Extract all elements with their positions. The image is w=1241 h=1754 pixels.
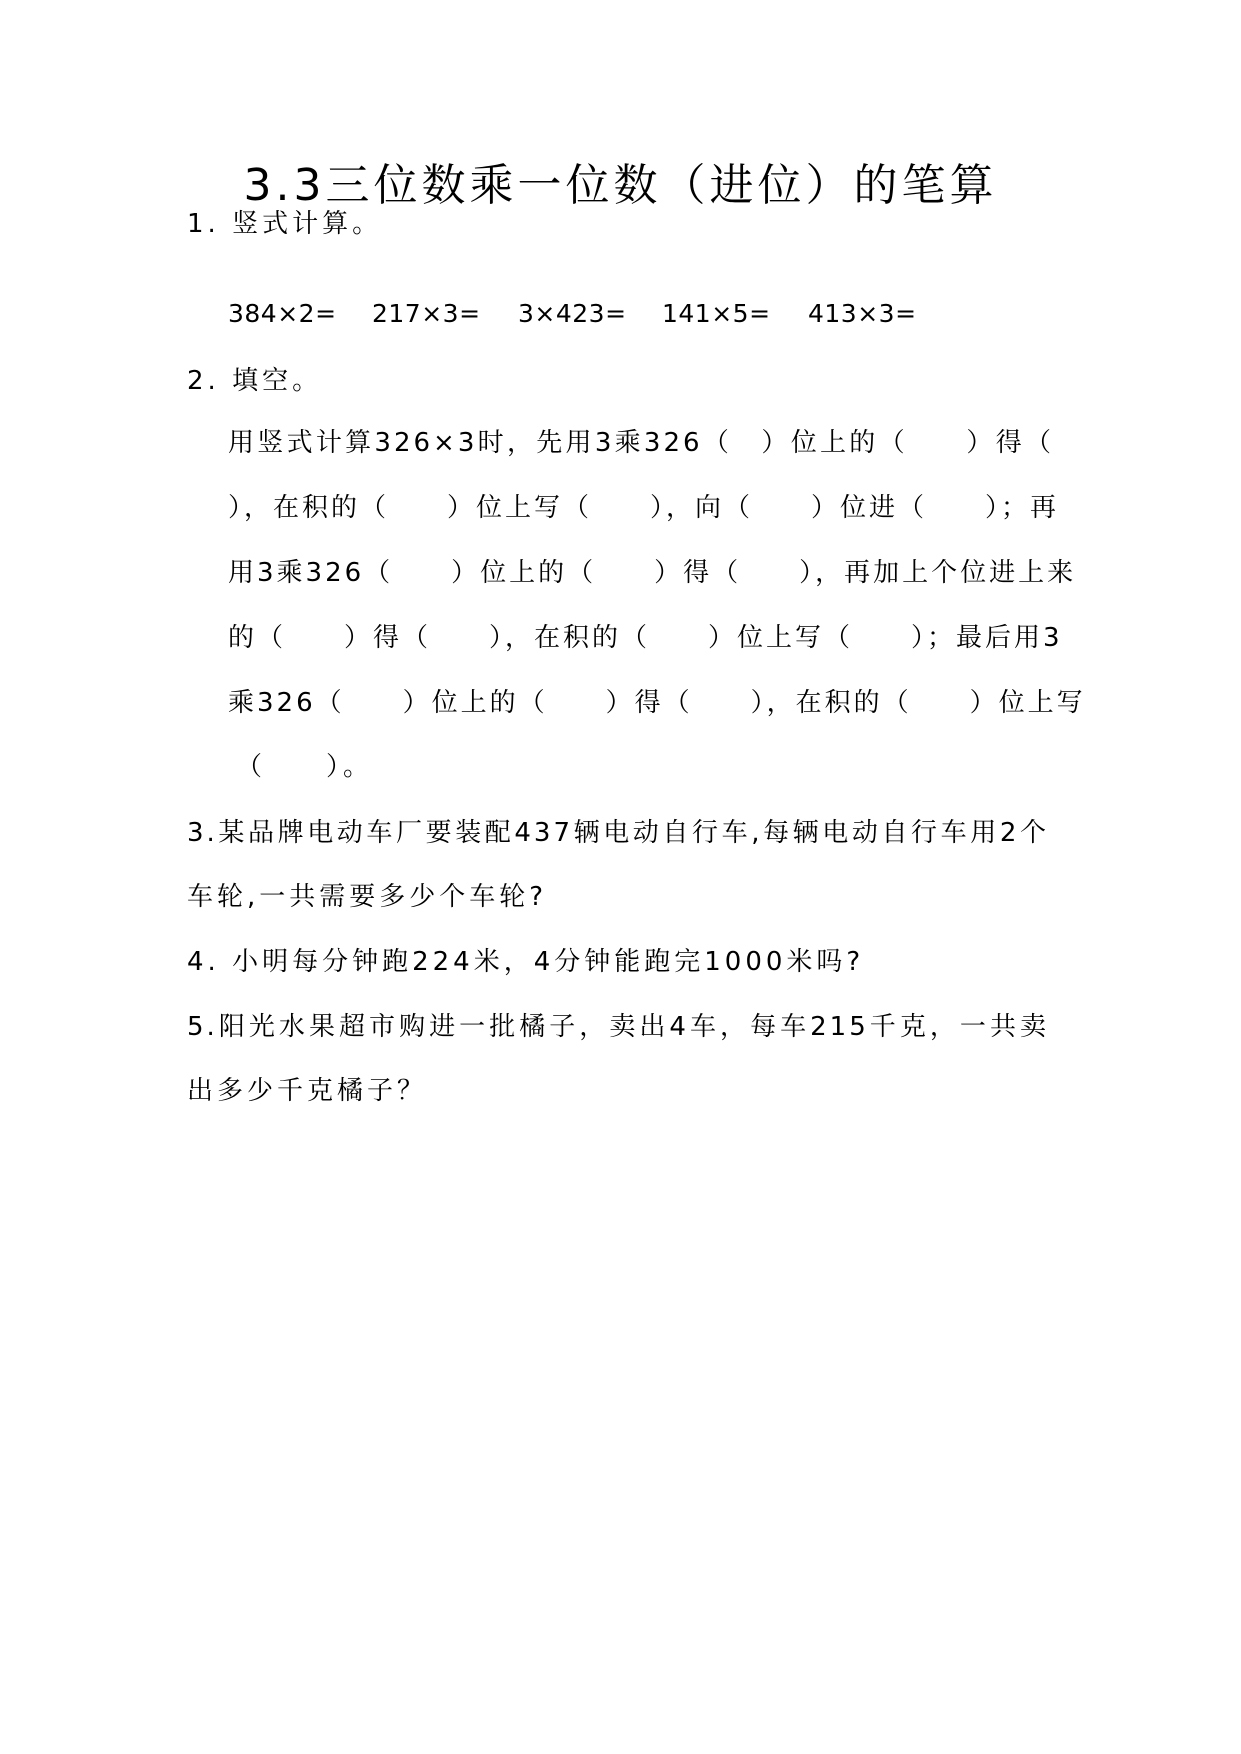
question-2-line: （ ）。 — [236, 752, 374, 782]
question-4-text: 4. 小明每分钟跑224米，4分钟能跑完1000米吗? — [187, 947, 865, 977]
question-2-line: 乘326（ ）位上的（ ）得（ ），在积的（ ）位上写 — [228, 688, 1086, 718]
question-2-heading: 2. 填空。 — [187, 366, 323, 396]
question-2-line: ），在积的（ ）位上写（ ），向（ ）位进（ ）；再 — [228, 493, 1060, 523]
expression-4: 141×5= — [662, 299, 771, 328]
question-2-line: 用竖式计算326×3时，先用3乘326（ ）位上的（ ）得（ — [228, 428, 1054, 458]
question-3-line: 车轮,一共需要多少个车轮? — [187, 882, 548, 912]
question-3-line: 3.某品牌电动车厂要装配437辆电动自行车,每辆电动自行车用2个 — [187, 818, 1049, 848]
page-title: 3.3三位数乘一位数（进位）的笔算 — [243, 160, 998, 211]
question-2-line: 用3乘326（ ）位上的（ ）得（ ），再加上个位进上来 — [228, 558, 1077, 588]
question-1-heading: 1. 竖式计算。 — [187, 209, 383, 239]
expression-3: 3×423= — [518, 299, 627, 328]
expression-2: 217×3= — [372, 299, 481, 328]
expression-1: 384×2= — [228, 299, 337, 328]
question-5-line: 5.阳光水果超市购进一批橘子，卖出4车，每车215千克，一共卖 — [187, 1012, 1049, 1042]
question-2-line: 的（ ）得（ ），在积的（ ）位上写（ ）；最后用3 — [228, 623, 1063, 653]
question-5-line: 出多少千克橘子？ — [187, 1076, 428, 1106]
expression-5: 413×3= — [808, 299, 917, 328]
